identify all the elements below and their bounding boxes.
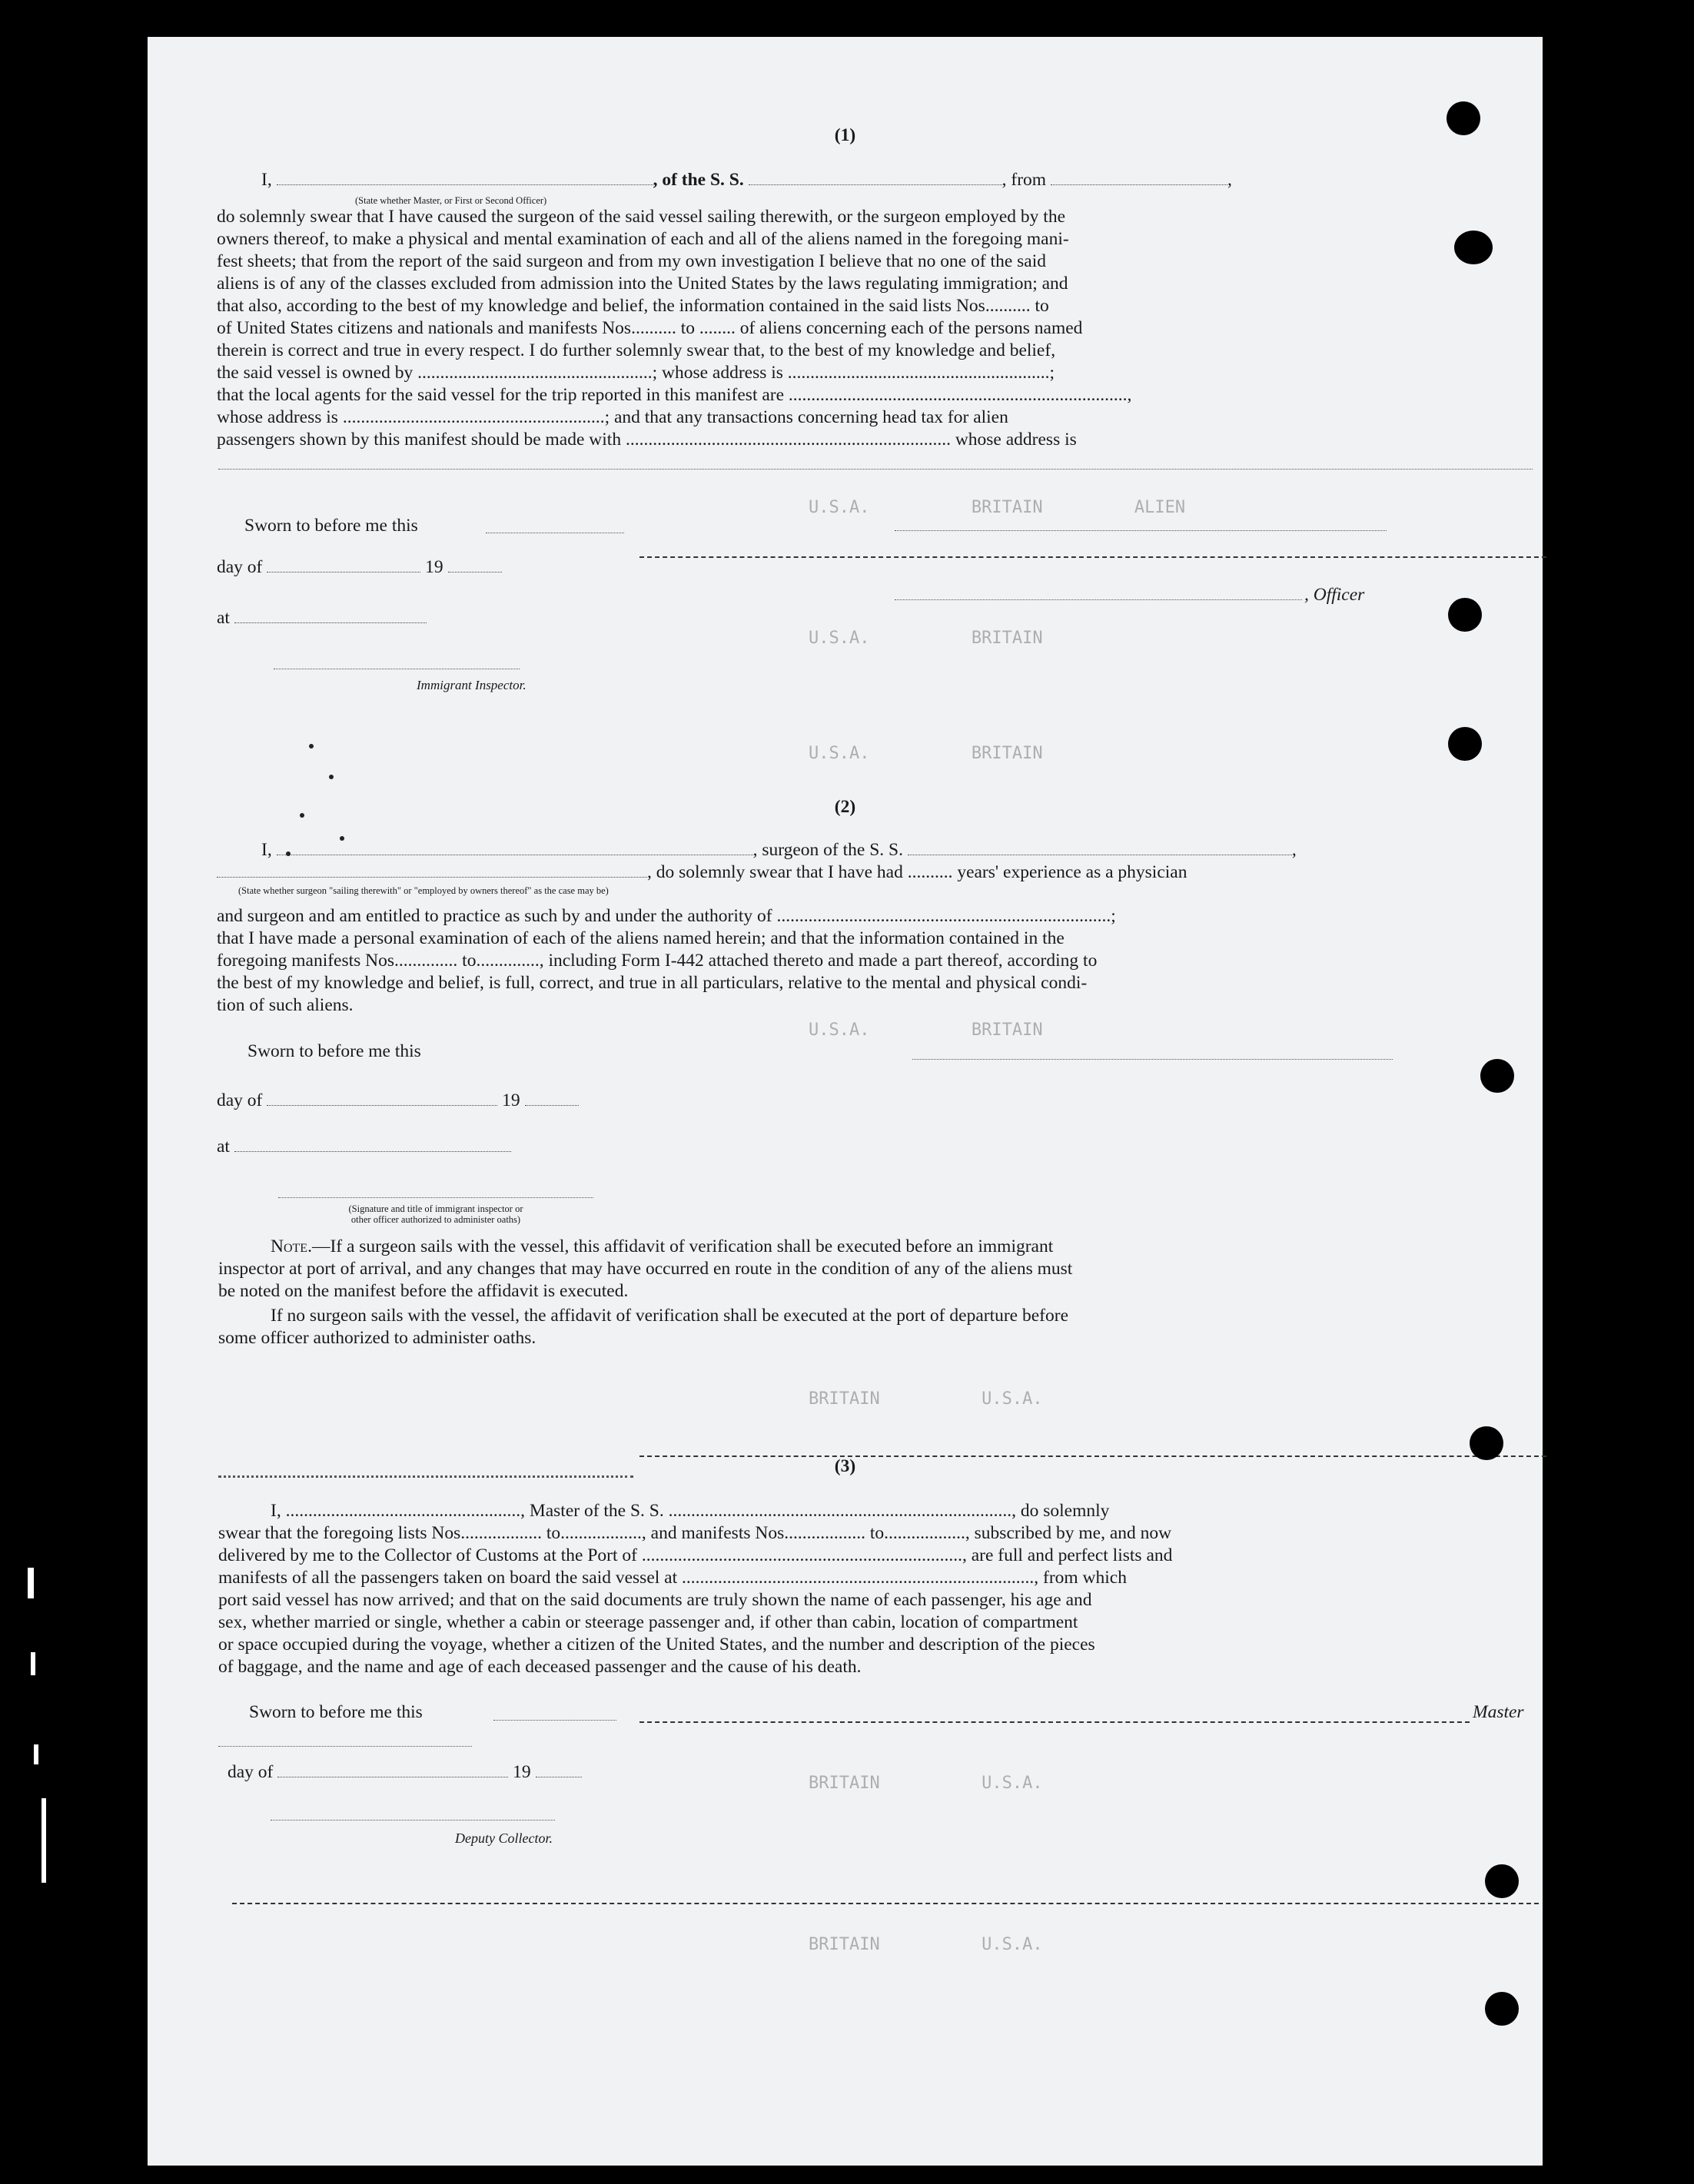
section-1-paragraph-line-3: fest sheets; that from the report of the said surgeon and from my own investigation I believe that no one of the said xyxy=(217,251,1046,271)
section-1-paragraph-line-9: that the local agents for the said vessel for the trip reported in this manifest are ..........................................................................., xyxy=(217,385,1132,405)
edge-mark xyxy=(28,1568,34,1598)
section-2-paragraph-line-2: that I have made a personal examination of each of the aliens named herein; and that the information contained in the xyxy=(217,928,1065,948)
ink-speck xyxy=(300,813,304,818)
binder-hole xyxy=(1448,727,1482,761)
binder-hole xyxy=(1447,101,1480,135)
document-page xyxy=(148,37,1543,2166)
section-3-day-of-label: day of 19 xyxy=(228,1761,582,1783)
section-3-number: (3) xyxy=(834,1456,856,1476)
signature-title-note-1: (Signature and title of immigrant inspector or xyxy=(348,1203,523,1214)
binder-hole xyxy=(1480,1059,1514,1093)
section-3-sworn-line xyxy=(493,1720,616,1721)
section-1-address-line xyxy=(218,469,1533,470)
section-2-note-line-3: be noted on the manifest before the affidavit is executed. xyxy=(218,1281,629,1301)
section-1-day-of-label: day of 19 xyxy=(217,556,502,578)
section-2-number: (2) xyxy=(834,797,856,817)
section-3-line-4: manifests of all the passengers taken on board the said vessel at .............................................................................., from which xyxy=(218,1568,1127,1588)
section-3-sworn-label: Sworn to before me this xyxy=(249,1702,423,1722)
bleed-through-text: BRITAIN U.S.A. xyxy=(809,1774,1043,1793)
section-2-signature-line xyxy=(912,1059,1393,1060)
binder-hole xyxy=(1454,231,1493,264)
binder-hole xyxy=(1485,1864,1519,1898)
section-1-paragraph-line-4: aliens is of any of the classes excluded from admission into the United States by the laws regulating immigration; and xyxy=(217,274,1068,294)
ink-speck xyxy=(309,744,314,748)
master-officer-note: (State whether Master, or First or Second Officer) xyxy=(355,195,547,206)
section-1-oath-line: I, , of the S. S. , from , xyxy=(261,170,1232,190)
section-3-line-6: sex, whether married or single, whether a cabin or steerage passenger and, if other than cabin, location of compartment xyxy=(218,1612,1078,1632)
section-1-officer-line xyxy=(895,599,1302,600)
section-2-experience-line: , do solemnly swear that I have had .......... years' experience as a physician xyxy=(217,861,1187,883)
section-1-at-label: at xyxy=(217,607,427,629)
section-1-paragraph-line-2: owners thereof, to make a physical and mental examination of each and all of the aliens named in the foregoing mani- xyxy=(217,229,1069,249)
bleed-through-text: U.S.A. BRITAIN xyxy=(809,1021,1043,1040)
section-1-number: (1) xyxy=(834,125,856,145)
section-2-authorized-signature-line xyxy=(278,1197,593,1198)
ink-speck xyxy=(340,836,344,841)
ship-label: , of the S. S. xyxy=(653,170,744,190)
deputy-collector-line xyxy=(271,1820,555,1821)
section-2-day-of-label: day of 19 xyxy=(217,1090,579,1111)
section-1-paragraph-line-6: of United States citizens and nationals and manifests Nos.......... to ........ of aliens concerning each of the persons named xyxy=(217,318,1083,338)
section-3-line-1: I, ...................................................., Master of the S. S. ............................................................................, do solemnly xyxy=(271,1501,1110,1521)
section-1-dashed-rule xyxy=(639,556,1546,558)
bleed-through-text: BRITAIN U.S.A. xyxy=(809,1935,1043,1954)
bleed-through-text: U.S.A. BRITAIN xyxy=(809,629,1043,648)
section-3-line-8: of baggage, and the name and age of each deceased passenger and the cause of his death. xyxy=(218,1657,862,1677)
edge-mark xyxy=(34,1744,38,1764)
edge-mark xyxy=(42,1798,46,1883)
binder-hole xyxy=(1470,1426,1503,1460)
section-1-sworn-label: Sworn to before me this xyxy=(244,516,418,536)
section-1-paragraph-line-7: therein is correct and true in every respect. I do further solemnly swear that, to the best of my knowledge and belief, xyxy=(217,340,1056,360)
section-1-officer-label: , Officer xyxy=(1304,585,1365,605)
section-2-paragraph-line-4: the best of my knowledge and belief, is full, correct, and true in all particulars, relative to the mental and physical condi- xyxy=(217,973,1088,993)
section-1-paragraph-line-8: the said vessel is owned by ....................................................; whose address is ..........................................................; xyxy=(217,363,1055,383)
section-3-bottom-rule xyxy=(232,1903,1539,1904)
section-3-line-5: port said vessel has now arrived; and that on the said documents are truly shown the name of each passenger, his age and xyxy=(218,1590,1092,1610)
edge-mark xyxy=(31,1652,35,1675)
section-2-note-line-1: Note.—If a surgeon sails with the vessel, this affidavit of verification shall be executed before an immigrant xyxy=(271,1236,1054,1256)
binder-hole xyxy=(1448,598,1482,632)
section-1-paragraph-line-1: do solemnly swear that I have caused the surgeon of the said vessel sailing therewith, or the surgeon employed by the xyxy=(217,207,1066,227)
section-2-note-line-2: inspector at port of arrival, and any changes that may have occurred en route in the condition of any of the aliens must xyxy=(218,1259,1073,1279)
section-2-note-line-4: If no surgeon sails with the vessel, the affidavit of verification shall be executed at the port of departure before xyxy=(271,1306,1068,1326)
section-1-signature-line xyxy=(895,530,1387,531)
section-2-paragraph-line-3: foregoing manifests Nos.............. to.............., including Form I-442 attached thereto and made a part thereof, according to xyxy=(217,951,1098,971)
section-3-master-line xyxy=(639,1721,1470,1723)
section-1-paragraph-line-5: that also, according to the best of my knowledge and belief, the information contained in the said lists Nos.......... to xyxy=(217,296,1049,316)
section-1-paragraph-line-11: passengers shown by this manifest should be made with ........................................................................ whose address is xyxy=(217,430,1077,450)
surgeon-note: (State whether surgeon "sailing therewith" or "employed by owners thereof" as the case may be) xyxy=(238,885,609,896)
section-2-note-line-5: some officer authorized to administer oaths. xyxy=(218,1328,536,1348)
signature-title-note-2: other officer authorized to administer oaths) xyxy=(350,1214,521,1225)
section-2-sworn-label: Sworn to before me this xyxy=(247,1041,421,1061)
binder-hole xyxy=(1485,1992,1519,2026)
section-3-line-7: or space occupied during the voyage, whether a citizen of the United States, and the number and description of the pieces xyxy=(218,1635,1095,1655)
section-1-paragraph-line-10: whose address is ..........................................................; and that any transactions concerning head tax for alien xyxy=(217,407,1008,427)
ink-speck xyxy=(329,775,334,779)
bleed-through-text: BRITAIN U.S.A. xyxy=(809,1389,1043,1409)
bleed-through-text: U.S.A. BRITAIN ALIEN xyxy=(809,498,1186,517)
master-label: Master xyxy=(1473,1702,1524,1722)
bleed-through-text: U.S.A. BRITAIN xyxy=(809,744,1043,763)
section-3-sworn-continuation-line xyxy=(218,1746,472,1747)
section-2-at-label: at xyxy=(217,1136,511,1157)
section-3-line-2: swear that the foregoing lists Nos.................. to.................., and manifests Nos.................. to.................., subscribed by me, and now xyxy=(218,1523,1172,1543)
immigrant-inspector-label: Immigrant Inspector. xyxy=(417,678,526,692)
deputy-collector-label: Deputy Collector. xyxy=(455,1831,553,1846)
section-3-line-3: delivered by me to the Collector of Customs at the Port of ......................................................................., are full and perfect lists and xyxy=(218,1545,1173,1565)
ink-speck xyxy=(286,851,291,856)
section-2-paragraph-line-1: and surgeon and am entitled to practice as such by and under the authority of ..........................................................................; xyxy=(217,906,1116,926)
section-2-paragraph-line-5: tion of such aliens. xyxy=(217,995,354,1015)
section-2-oath-line: I, , surgeon of the S. S. , xyxy=(261,840,1297,860)
